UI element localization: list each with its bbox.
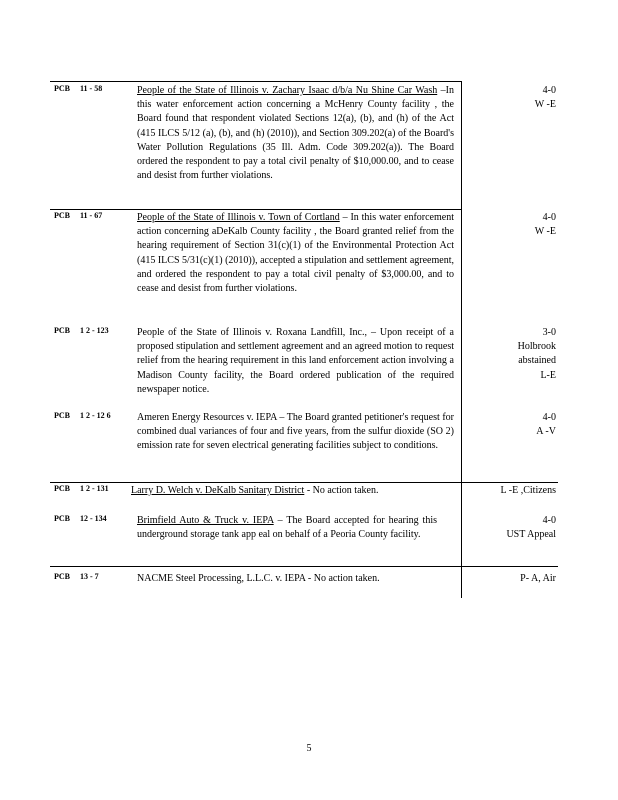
row-divider [50,566,558,567]
entry-text: – In this water enforcement action concerning aDeKalb County facility , the Board granted relief from the hearing requirement of Section 31(c)(1) of the Environmental Protection Act (415 ILCS 5/31(c)(1) (2010)), accepted a stipulation and settlement agreement, and ordered the respondent to pay a total civil penalty of $3,000.00, and to cease and desist from further violations. [137,212,454,295]
vote-note: Holbrook [517,341,556,353]
entry-description [137,326,454,397]
pcb-label: PCB [54,326,70,335]
entry-description [137,514,437,542]
vote-column [436,484,556,498]
entry-text: –In this water enforcement action concerning a McHenry County facility , the Board found that respondent violated Sections 12(a), (b), and (h) of the Act (415 ILCS 5/12 (a), (b), and (h) (2010)), and Section 309.202(a) of the Board's Water Pollution Regulations (35 Ill. Adm. Code 309.202(a)). The Board ordered the respondent to pay a total civil penalty of $10,000.00, and to cease and desist from further violations. [137,85,454,182]
pcb-label: PCB [54,514,70,523]
vote-column [436,572,556,586]
case-title: Larry D. Welch v. DeKalb Sanitary District [131,485,305,496]
vote-category: A -V [536,426,556,438]
pcb-label: PCB [54,84,70,93]
case-title: Brimfield Auto & Truck v. IEPA [137,515,274,526]
vote-category: UST Appeal [506,529,556,541]
row-divider [50,209,462,210]
row-divider [50,482,558,483]
vote-category: P- A, Air [520,573,556,584]
entry-text: NACME Steel Processing, L.L.C. v. IEPA - No action taken. [137,573,380,584]
pcb-label: PCB [54,484,70,493]
entry-description [131,484,448,498]
vote-note: abstained [518,355,556,367]
docket-number: 1 2 - 131 [80,484,109,493]
vote-category: W -E [534,226,556,238]
entry-text: - No action taken. [304,485,379,496]
entry-description [137,572,454,586]
vote-result: 4-0 [542,515,556,526]
vote-category: L -E ,Citizens [500,485,556,496]
entry-text: – The Board accepted for hearing this underground storage tank app eal on behalf of a Peoria County facility. [137,515,437,541]
vote-column [436,514,556,542]
vote-column [436,84,556,112]
vote-column [436,326,556,383]
vote-category: W -E [534,99,556,111]
case-title: People of the State of Illinois v. Zachary Isaac d/b/a Nu Shine Car Wash [137,85,438,96]
vote-column [436,211,556,239]
pcb-label: PCB [54,411,70,420]
entry-text: People of the State of Illinois v. Roxana Landfill, Inc., – Upon receipt of a proposed stipulation and settlement agreement and an agreed motion to request relief from the hearing requirement in this land enforcement action involving a Madison County facility, the Board ordered publication of the required newspaper notice. [137,327,454,395]
page-number: 5 [306,743,312,754]
docket-number: 12 - 134 [80,514,107,523]
docket-number: 1 2 - 12 6 [80,411,111,420]
row-divider [50,81,462,82]
docket-number: 11 - 67 [80,211,103,220]
docket-number: 1 2 - 123 [80,326,109,335]
entry-description [137,84,454,183]
vote-result: 4-0 [542,85,556,96]
docket-number: 13 - 7 [80,572,99,581]
entry-text: Ameren Energy Resources v. IEPA – The Board granted petitioner's request for combined dual variances of four and five years, from the sulfur dioxide (SO 2) emission rate for seven electrical generating facilities subject to conditions. [137,412,454,452]
pcb-label: PCB [54,211,70,220]
docket-number: 11 - 58 [80,84,103,93]
case-title: People of the State of Illinois v. Town of Cortland [137,212,340,223]
entry-description [137,211,454,296]
vote-category: L-E [540,369,556,381]
entry-description [137,411,454,454]
vote-result: 4-0 [542,212,556,223]
pcb-label: PCB [54,572,70,581]
vote-column [436,411,556,439]
vote-result: 4-0 [542,412,556,423]
vote-result: 3-0 [542,327,556,338]
